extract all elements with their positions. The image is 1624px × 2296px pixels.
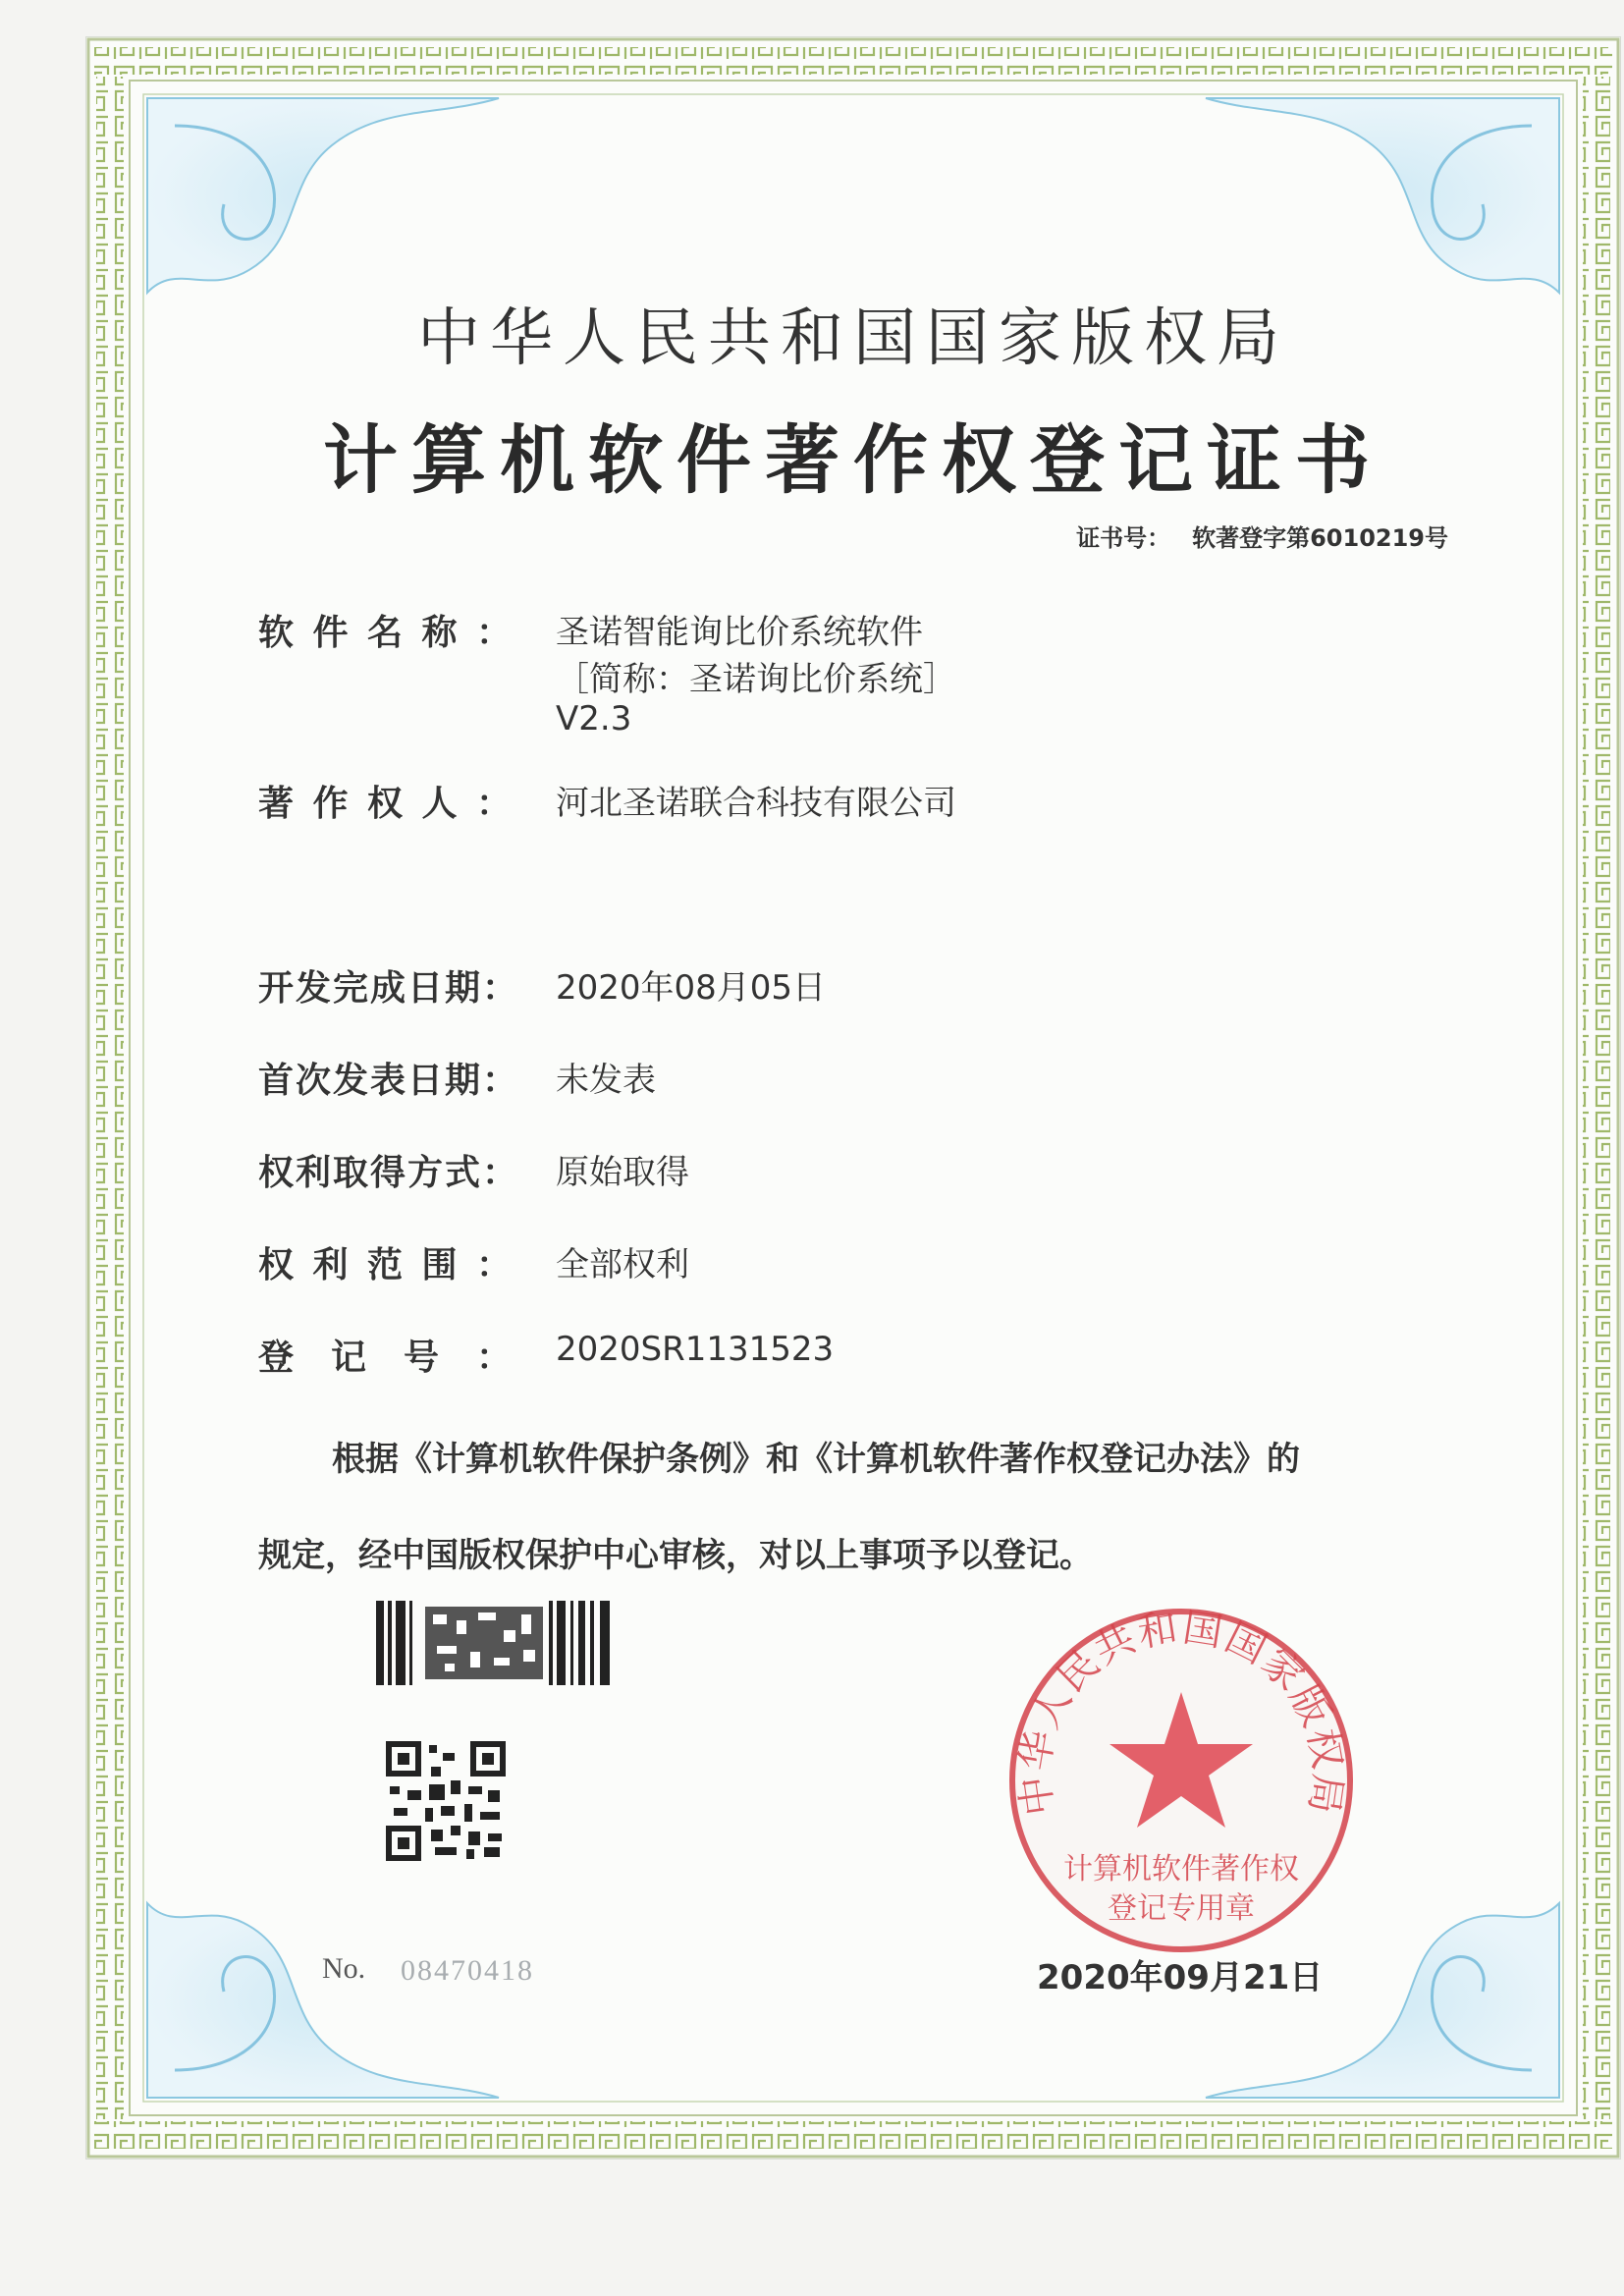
serial-label: No. [322, 1952, 366, 1985]
owner-label: 著 作 权 人 ： [258, 784, 514, 824]
cert-no-value: 软著登字第6010219号 [1192, 524, 1448, 552]
barcode-icon [376, 1601, 612, 1685]
software-name-line1: 圣诺智能询比价系统软件 [556, 613, 923, 652]
statement-line2: 规定，经中国版权保护中心审核，对以上事项予以登记。 [258, 1536, 1093, 1575]
field-label-owner [258, 776, 514, 826]
software-name-line2: ［简称：圣诺询比价系统］ [556, 660, 956, 699]
acquire-label: 权利取得方式： [258, 1153, 520, 1193]
seal-inner-line1: 计算机软件著作权 [1063, 1852, 1299, 1886]
dev-date-value: 2020年08月05日 [556, 968, 827, 1008]
statement-line1: 根据《计算机软件保护条例》和《计算机软件著作权登记办法》的 [332, 1440, 1300, 1479]
software-name-label: 软 件 名 称 ： [258, 613, 514, 653]
field-label-software-name [258, 605, 514, 655]
dev-date-label: 开发完成日期： [258, 968, 520, 1009]
pub-date-label: 首次发表日期： [258, 1061, 520, 1101]
scope-label: 权 利 范 围 ： [258, 1245, 514, 1285]
scope-value: 全部权利 [556, 1245, 689, 1285]
software-version: V2.3 [556, 699, 632, 738]
seal-ring-text: 中华人民共和国国家版权局 [1011, 1605, 1351, 1819]
official-seal [1000, 1599, 1363, 1962]
cert-no-label: 证书号： [1076, 524, 1171, 552]
reg-no-value: 2020SR1131523 [556, 1330, 835, 1369]
serial-number: 08470418 [401, 1954, 534, 1987]
certificate-number [1076, 519, 1448, 553]
field-label-scope [258, 1237, 514, 1287]
field-label-reg-no [258, 1330, 514, 1380]
qr-code-icon [386, 1741, 506, 1861]
certificate-title: 计算机软件著作权登记证书 [323, 416, 1383, 504]
issue-date: 2020年09月21日 [1037, 1958, 1324, 1997]
pub-date-value: 未发表 [556, 1061, 656, 1100]
seal-inner-line2: 登记专用章 [1108, 1891, 1255, 1926]
reg-no-label: 登 记 号 ： [258, 1338, 514, 1378]
owner-value: 河北圣诺联合科技有限公司 [556, 784, 956, 823]
acquire-value: 原始取得 [556, 1153, 689, 1192]
certificate-sheet [86, 37, 1620, 2159]
issuing-authority: 中华人民共和国国家版权局 [417, 302, 1289, 375]
